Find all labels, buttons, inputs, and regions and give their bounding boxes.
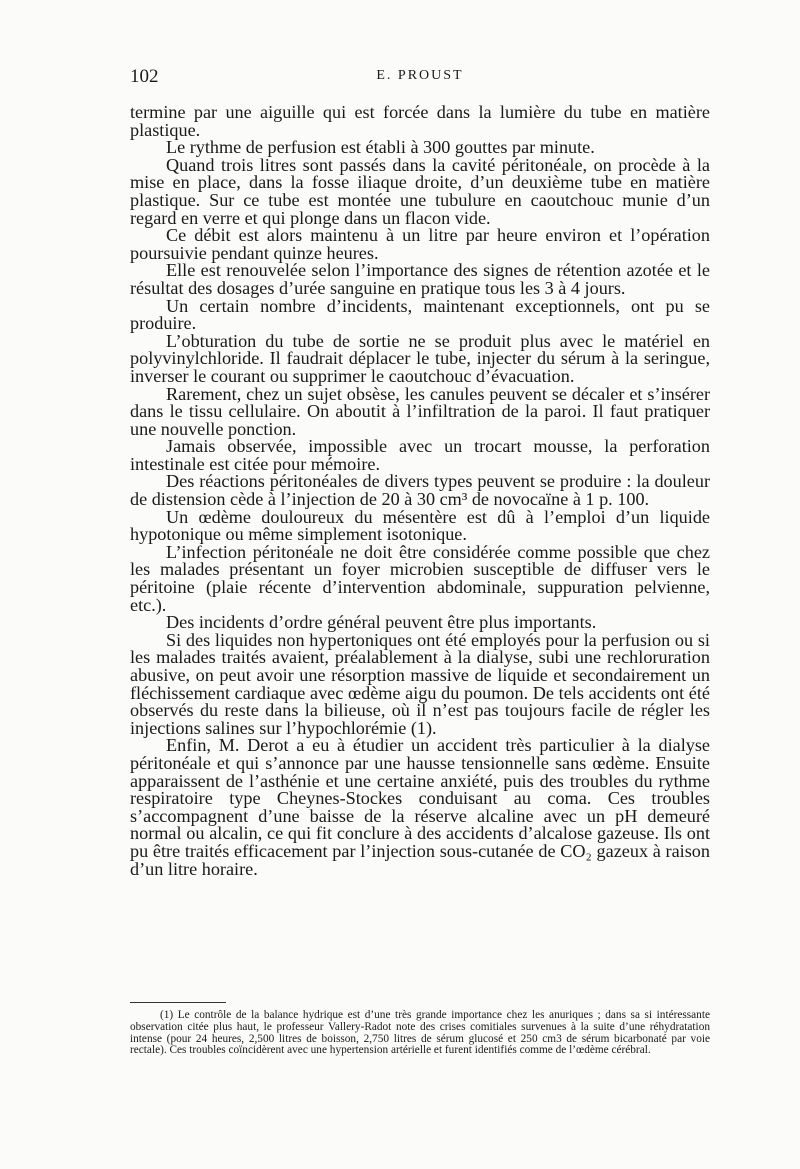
page-number: 102 [130, 66, 159, 87]
paragraph: Des réactions péritonéales de divers types peuvent se produire : la douleur de distension cède à l’injection de 20 à 30 cm³ de novocaïne à 1 p. 100. [130, 471, 710, 510]
body-text [130, 104, 710, 878]
footnote: (1) Le contrôle de la balance hydrique est d’une très grande importance chez les anuriques ; dans sa si intéressante observation citée plus haut, le professeur Vallery-Radot note des crises comitiales survenues à la suite d’une réhydratation intense (pour 24 heures, 2,500 litres de boisson, 2,750 litres de sérum glucosé et 250 cm3 de sérum bicarbonaté par voie rectale). Ces troubles coïncidèrent avec une hypertension artérielle et furent identifiés comme de l’œdème cérébral. [130, 1009, 710, 1057]
page-header [130, 66, 710, 90]
paragraph: Jamais observée, impossible avec un trocart mousse, la perforation intestinale est citée pour mémoire. [130, 436, 710, 474]
paragraph: Ce débit est alors maintenu à un litre par heure environ et l’opération poursuivie pendant quinze heures. [130, 225, 710, 263]
paragraph: L’infection péritonéale ne doit être considérée comme possible que chez les malades présentant un foyer microbien susceptible de diffuser vers le péritoine (plaie récente d’intervention abdominale, suppuration pelvienne, etc.). [130, 541, 710, 615]
paragraph: Un œdème douloureux du mésentère est dû à l’emploi d’un liquide hypotonique ou même simplement isotonique. [130, 506, 710, 545]
running-head: E. PROUST [376, 68, 464, 83]
paragraph: Rarement, chez un sujet obsèse, les canules peuvent se décaler et s’insérer dans le tissu cellulaire. On aboutit à l’infiltration de la paroi. Il faut pratiquer une nouvelle ponction. [130, 383, 710, 439]
paragraph: termine par une aiguille qui est forcée dans la lumière du tube en matière plastique. [130, 102, 710, 140]
paragraph: L’obturation du tube de sortie ne se produit plus avec le matériel en polyvinylchloride. Il faudrait déplacer le tube, injecter du sérum à la seringue, inverser le courant ou supprimer le caoutchouc d’évacuation. [130, 330, 710, 386]
paragraph: Un certain nombre d’incidents, maintenant exceptionnels, ont pu se produire. [130, 295, 710, 334]
paragraph: Quand trois litres sont passés dans la cavité péritonéale, on procède à la mise en place, dans la fosse iliaque droite, d’un deuxième tube en matière plastique. Sur ce tube est montée une tubulure en caoutchouc munie d’un regard en verre et qui plonge dans un flacon vide. [130, 154, 710, 228]
paragraph: Enfin, M. Derot a eu à étudier un accident très particulier à la dialyse péritonéale et qui s’annonce par une hausse tensionnelle sans œdème. Ensuite apparaissent de l’asthénie et une certaine anxiété, puis des troubles du rythme respiratoire type Cheynes-Stockes conduisant au coma. Ces troubles s’accompagnent d’une baisse de la réserve alcaline avec un pH demeuré normal ou alcalin, ce qui fit conclure à des accidents d’alcalose gazeuse. Ils ont pu être traités efficacement par l’injection sous-cutanée de CO₂ gazeux à raison d’un litre horaire. [130, 735, 710, 879]
paragraph: Des incidents d’ordre général peuvent être plus importants. [166, 612, 597, 633]
paragraph: Le rythme de perfusion est établi à 300 gouttes par minute. [166, 137, 595, 158]
paragraph: Elle est renouvelée selon l’importance des signes de rétention azotée et le résultat des dosages d’urée sanguine en pratique tous les 3 à 4 jours. [130, 260, 710, 298]
footnote-rule [130, 1002, 226, 1003]
paragraph: Si des liquides non hypertoniques ont été employés pour la perfusion ou si les malades traités avaient, préalablement à la dialyse, subi une rechloruration abusive, on peut avoir une résorption massive de liquide et secondairement un fléchissement cardiaque avec œdème aigu du poumon. De tels accidents ont été observés du reste dans la bilieuse, où il n’est pas toujours facile de régler les injections salines sur l’hypochlorémie (1). [130, 629, 710, 738]
